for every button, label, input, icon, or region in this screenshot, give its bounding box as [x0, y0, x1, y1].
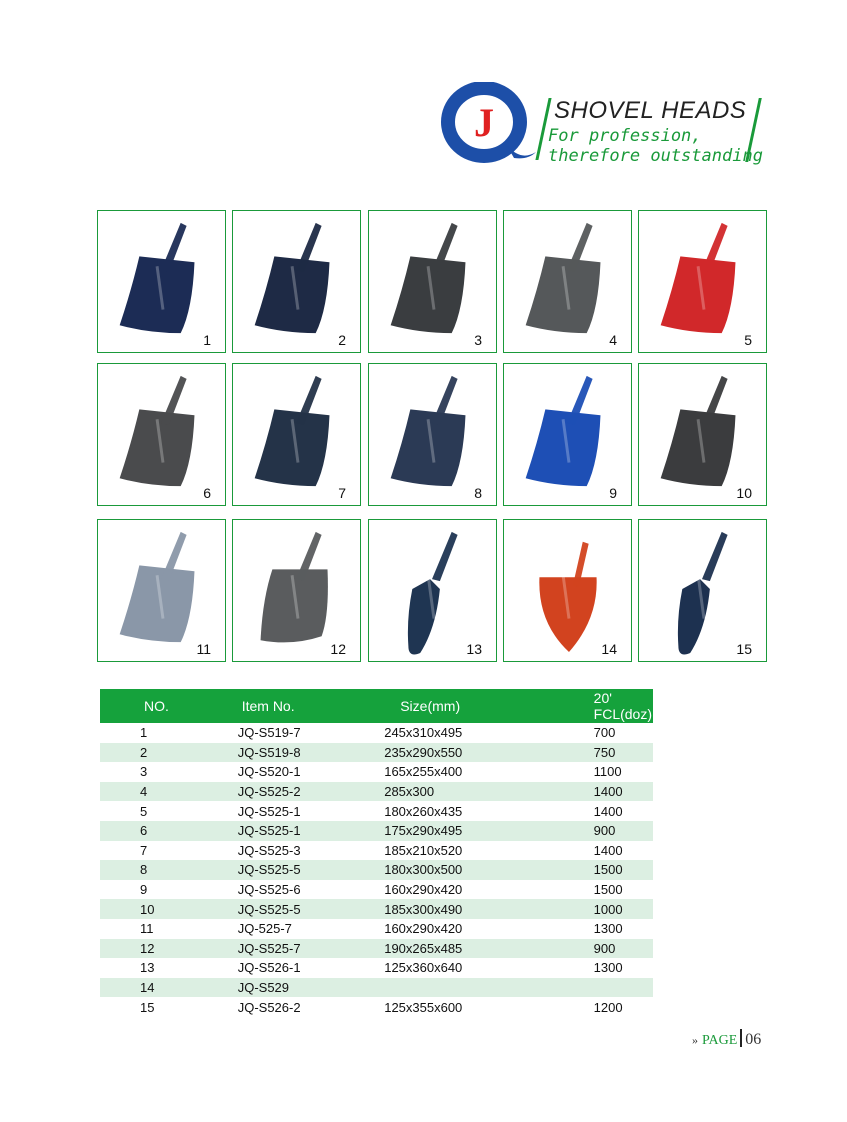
product-number: 1 [203, 332, 211, 348]
cell-fcl: 1200 [594, 997, 653, 1017]
product-number: 5 [744, 332, 752, 348]
shovel-head-image [98, 364, 225, 505]
product-number: 10 [736, 485, 752, 501]
shovel-socket [702, 532, 728, 581]
page-divider [740, 1029, 742, 1047]
cell-fcl [594, 978, 653, 998]
cell-item-no: JQ-525-7 [238, 919, 385, 939]
tagline-line-2: therefore outstanding [548, 146, 763, 166]
product-card [638, 210, 767, 353]
cell-no: 7 [100, 841, 238, 861]
cell-item-no: JQ-S525-5 [238, 899, 385, 919]
cell-fcl: 1400 [594, 782, 653, 802]
logo-letter: J [474, 100, 494, 145]
product-card [638, 363, 767, 506]
table-row [100, 899, 653, 919]
cell-fcl: 1500 [594, 880, 653, 900]
cell-fcl: 750 [594, 743, 653, 763]
shovel-head-image [233, 520, 360, 661]
product-grid [97, 210, 769, 666]
cell-size: 125x355x600 [384, 997, 593, 1017]
shovel-head-image [504, 211, 631, 352]
table-row [100, 919, 653, 939]
product-card [368, 363, 497, 506]
cell-item-no: JQ-S519-7 [238, 723, 385, 743]
table-row [100, 939, 653, 959]
cell-no: 14 [100, 978, 238, 998]
product-number: 4 [609, 332, 617, 348]
cell-no: 6 [100, 821, 238, 841]
product-number: 9 [609, 485, 617, 501]
shovel-head-image [233, 211, 360, 352]
cell-no: 9 [100, 880, 238, 900]
table-row [100, 782, 653, 802]
cell-fcl: 700 [594, 723, 653, 743]
page-marker [692, 1029, 761, 1049]
cell-item-no: JQ-S525-1 [238, 821, 385, 841]
col-header-no: NO. [100, 689, 238, 723]
cell-item-no: JQ-S529 [238, 978, 385, 998]
cell-fcl: 1500 [594, 860, 653, 880]
shovel-head-image [98, 211, 225, 352]
cell-no: 3 [100, 762, 238, 782]
company-logo [440, 82, 540, 164]
product-card [232, 210, 361, 353]
product-card [638, 519, 767, 662]
cell-size: 165x255x400 [384, 762, 593, 782]
cell-fcl: 1300 [594, 919, 653, 939]
table-row [100, 821, 653, 841]
cell-size: 245x310x495 [384, 723, 593, 743]
cell-fcl: 1400 [594, 801, 653, 821]
table-row [100, 762, 653, 782]
cell-fcl: 1100 [594, 762, 653, 782]
cell-no: 10 [100, 899, 238, 919]
product-card [97, 519, 226, 662]
col-header-item-no: Item No. [238, 689, 385, 723]
cell-size [384, 978, 593, 998]
shovel-head-image [369, 211, 496, 352]
cell-size: 235x290x550 [384, 743, 593, 763]
cell-size: 180x260x435 [384, 801, 593, 821]
product-card [97, 363, 226, 506]
product-card [503, 210, 632, 353]
cell-no: 11 [100, 919, 238, 939]
page-label: PAGE [702, 1033, 738, 1048]
shovel-head-image [369, 364, 496, 505]
table-row [100, 997, 653, 1017]
table-row [100, 880, 653, 900]
product-number: 3 [474, 332, 482, 348]
product-number: 11 [196, 641, 211, 657]
product-card [368, 210, 497, 353]
cell-item-no: JQ-S525-7 [238, 939, 385, 959]
double-chevron-icon: » [692, 1033, 698, 1047]
product-number: 6 [203, 485, 211, 501]
cell-no: 1 [100, 723, 238, 743]
cell-size: 190x265x485 [384, 939, 593, 959]
cell-item-no: JQ-S525-1 [238, 801, 385, 821]
cell-size: 285x300 [384, 782, 593, 802]
page-number: 06 [745, 1031, 762, 1048]
col-header-fcl: 20' FCL(doz) [593, 690, 653, 722]
product-number: 13 [466, 641, 482, 657]
cell-item-no: JQ-S525-3 [238, 841, 385, 861]
cell-size: 180x300x500 [384, 860, 593, 880]
cell-item-no: JQ-S525-2 [238, 782, 385, 802]
col-header-size: Size(mm) [384, 689, 593, 723]
product-number: 7 [338, 485, 346, 501]
product-number: 15 [736, 641, 752, 657]
cell-fcl: 900 [594, 821, 653, 841]
cell-size: 175x290x495 [384, 821, 593, 841]
product-number: 2 [338, 332, 346, 348]
cell-fcl: 1300 [594, 958, 653, 978]
table-header-row [100, 689, 653, 723]
table-row [100, 958, 653, 978]
product-card [97, 210, 226, 353]
shovel-head-image [504, 520, 631, 661]
cell-size: 185x300x490 [384, 899, 593, 919]
product-card [503, 519, 632, 662]
cell-no: 13 [100, 958, 238, 978]
cell-no: 4 [100, 782, 238, 802]
table-row [100, 723, 653, 743]
cell-item-no: JQ-S526-1 [238, 958, 385, 978]
cell-no: 5 [100, 801, 238, 821]
cell-no: 15 [100, 997, 238, 1017]
cell-item-no: JQ-S525-5 [238, 860, 385, 880]
product-number: 14 [601, 641, 617, 657]
product-card [503, 363, 632, 506]
cell-no: 12 [100, 939, 238, 959]
spec-table [100, 689, 653, 1017]
product-card [232, 363, 361, 506]
cell-size: 160x290x420 [384, 880, 593, 900]
cell-fcl: 1000 [594, 899, 653, 919]
cell-item-no: JQ-S525-6 [238, 880, 385, 900]
cell-no: 8 [100, 860, 238, 880]
cell-item-no: JQ-S519-8 [238, 743, 385, 763]
shovel-head-image [639, 520, 766, 661]
cell-size: 125x360x640 [384, 958, 593, 978]
cell-fcl: 900 [594, 939, 653, 959]
tagline-line-1: For profession, [548, 126, 702, 146]
table-row [100, 978, 653, 998]
shovel-socket [432, 532, 458, 581]
shovel-head-image [504, 364, 631, 505]
shovel-head-image [639, 364, 766, 505]
cell-item-no: JQ-S520-1 [238, 762, 385, 782]
shovel-head-image [98, 520, 225, 661]
table-row [100, 841, 653, 861]
product-number: 8 [474, 485, 482, 501]
shovel-head-image [233, 364, 360, 505]
product-card [232, 519, 361, 662]
table-body [100, 723, 653, 1017]
shovel-head-image [639, 211, 766, 352]
page-title: SHOVEL HEADS [554, 97, 747, 124]
table-row [100, 860, 653, 880]
product-number: 12 [330, 641, 346, 657]
cell-no: 2 [100, 743, 238, 763]
cell-fcl: 1400 [594, 841, 653, 861]
table-row [100, 801, 653, 821]
cell-size: 185x210x520 [384, 841, 593, 861]
product-card [368, 519, 497, 662]
table-row [100, 743, 653, 763]
cell-size: 160x290x420 [384, 919, 593, 939]
shovel-head-image [369, 520, 496, 661]
cell-item-no: JQ-S526-2 [238, 997, 385, 1017]
